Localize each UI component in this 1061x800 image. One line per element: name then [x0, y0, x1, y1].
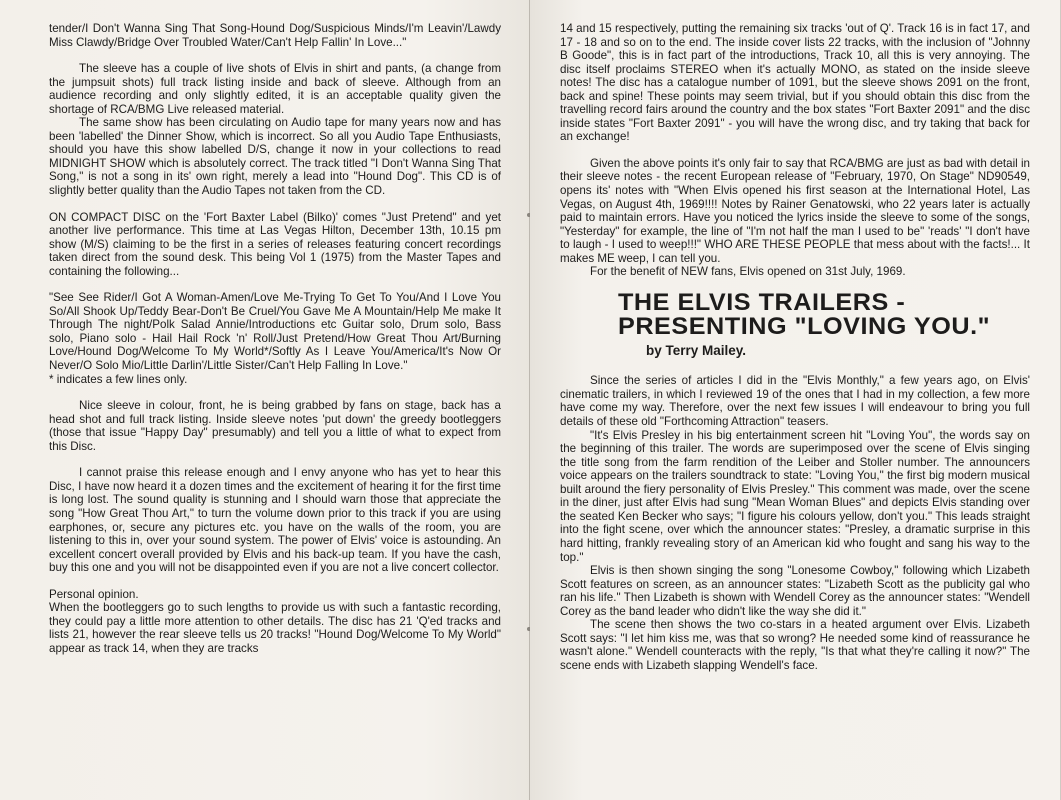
headline-line-2: PRESENTING "LOVING YOU." — [618, 312, 991, 340]
right-paragraph-3: For the benefit of NEW fans, Elvis opened on 31st July, 1969. — [590, 265, 906, 279]
left-paragraph-8: When the bootleggers go to such lengths to provide us with such a fantastic recording, they could pay a little more attention to other details. The disc has 21 'Q'ed tracks and lists 21, however the rear sleeve tells us 20 tracks! "Hound Dog/Welcome To My World" appear as track 14, when they are tracks — [49, 601, 501, 655]
left-paragraph-4: ON COMPACT DISC on the 'Fort Baxter Label (Bilko)' comes "Just Pretend" and yet another live performance. This time at Las Vegas Hilton, December 13th, 10.15 pm show (M/S) claiming to be the first in a series of releases featuring concert recordings taken direct from the sound desk. This being Vol 1 (1975) from the Master Tapes and containing the following... — [49, 210, 501, 278]
left-paragraph-3: The same show has been circulating on Audio tape for many years now and has been 'labelled' the Dinner Show, which is incorrect. So all you Audio Tape Enthusiasts, should you have this show labelled D/S, change it now in your collections to read MIDNIGHT SHOW which is absolutely correct. The track titled "I Don't Wanna Sing That Song," is not a song in its' own right, merely a lead into "Hound Dog". This CD is of slightly better quality than the Audio Tapes not taken from the CD. — [49, 116, 501, 198]
right-paragraph-7: The scene then shows the two co-stars in a heated argument over Elvis. Lizabeth Scott says: "I let him kiss me, was that so wrong? He needed some kind of reassurance he wasn't alone." Wendell counteracts with the reply, "Is that what they're calling it now?" The scene ends with Lizabeth slapping Wendell's face. — [560, 618, 1030, 672]
headline-line-1: THE ELVIS TRAILERS - — [618, 288, 906, 316]
right-paragraph-5: "It's Elvis Presley in his big entertainment screen hit "Loving You", the words say on the beginning of this trailer. The words are superimposed over the scene of Elvis singing the title song from the farm rendition of the Leiber and Stoller number. The announcers voice appears on the trailers soundtrack to state: "Loving You," the first big modern musical built around the fiery personality of Elvis Presley." This comment was made, over the scene in the diner, just after Elvis had sung "Mean Woman Blues" and depicts Elvis standing over the seated Ken Becker who says; "I figure his colours yellow, don't you." This leads straight into the fight scene, over which the announcer states: "Presley, a dramatic surprise in this hard hitting, frankly revealing story of an American kid who fought and sang his way to the top." — [560, 428, 1030, 564]
personal-opinion-heading: Personal opinion. — [49, 587, 139, 601]
article-byline: by Terry Mailey. — [646, 342, 747, 358]
left-paragraph-7: I cannot praise this release enough and I envy anyone who has yet to hear this Disc, I have now heard it a dozen times and the excitement of hearing it for the first time is long lost. The sound quality is stunning and I should warn those that appreciate the song "How Great Thou Art," to turn the volume down prior to this track if you are using earphones, or, secure any pictures etc. you have on the walls of the room, you are listening to this in, over your sound system. The power of Elvis' voice is astounding. An excellent concert overall provided by Elvis and his back-up team. If you have the cash, buy this one and you will not be disappointed even if you are not a live concert collector. — [49, 466, 501, 575]
left-page — [0, 0, 530, 800]
right-page — [530, 0, 1060, 800]
left-paragraph-2: The sleeve has a couple of live shots of Elvis in shirt and pants, (a change from the jumpsuit shots) full track listing inside and back of sleeve. Although from an audience recording and only slightly edited, it is an acceptable quality given the shortage of RCA/BMG Live released material. — [49, 62, 501, 116]
right-paragraph-6: Elvis is then shown singing the song "Lonesome Cowboy," following which Lizabeth Scott features on screen, as an announcer states: "Lizabeth Scott as the publicity gal who ran his life." Then Lizabeth is shown with Wendell Corey as the announcer states: "Wendell Corey as the band leader who didn't like the way she did it." — [560, 564, 1030, 618]
right-paragraph-4: Since the series of articles I did in the "Elvis Monthly," a few years ago, on Elvis' cinematic trailers, in which I reviewed 19 of the ones that I had in my collection, a few more have come my way. Therefore, over the next few issues I will endeavour to bring you full details of these old "Forthcoming Attraction" teasers. — [560, 374, 1030, 429]
left-paragraph-6: Nice sleeve in colour, front, he is being grabbed by fans on stage, back has a head shot and full track listing. Inside sleeve notes 'put down' the greedy bootleggers (those that issue "Happy Day" presumably) and tell you a little of what to expect from this Disc. — [49, 399, 501, 453]
left-column — [49, 22, 501, 655]
right-paragraph-2: Given the above points it's only fair to say that RCA/BMG are just as bad with detail in their sleeve notes - the recent European release of "February, 1970, On Stage" ND90549, opens its' notes with "When Elvis opened his first season at the International Hotel, Las Vegas, on August 4th, 1969!!!! Notes by Rainer Genatowski, who 22 years later is actually paid to maintain errors. Have you noticed the lyrics inside the sleeve to some of the songs, "Yesterday" for example, the line of "I'm not half the man I used to be" 'reads' "I don't have to laugh - I used to weep!!!" WHO ARE THESE PEOPLE that mess about with the facts!... It makes ME weep, I can tell you. — [560, 156, 1030, 265]
left-footnote: * indicates a few lines only. — [49, 372, 188, 386]
right-paragraph-1: 14 and 15 respectively, putting the remaining six tracks 'out of Q'. Track 16 is in fact 17, and 17 - 18 and so on to the end. The inside cover lists 22 tracks, with the inclusion of "Johnny B Goode", this is in fact part of the introductions, Track 10, all this is very annoying. The disc itself proclaims STEREO when it's actually MONO, as stated on the inside sleeve notes! The disc has a catalogue number of 1091, but the sleeve shows 2091 on the front, back and spine! These points may seem trivial, but if you should obtain this disc from the travelling record fairs around the country and the box states "Fort Baxter 2091" and the disc inside states "Fort Baxter 2091" - you will have the wrong disc, and try taking that back for an exchange! — [560, 22, 1030, 144]
left-paragraph-1: tender/I Don't Wanna Sing That Song-Hound Dog/Suspicious Minds/I'm Leavin'/Lawdy Miss Clawdy/Bridge Over Troubled Water/Can't Help Fallin' In Love..." — [49, 22, 501, 49]
article-headline — [618, 288, 1051, 340]
left-paragraph-5: "See See Rider/I Got A Woman-Amen/Love Me-Trying To Get To You/And I Love You So/All Shook Up/Teddy Bear-Don't Be Cruel/You Gave Me A Mountain/Help Me make It Through The night/Polk Salad Annie/Introductions etc Guitar solo, Drum solo, Bass solo, Piano solo - Hail Hail Rock 'n' Roll/Just Pretend/How Great Thou Art/Burning Love/Hound Dog/Welcome To My World*/Softly As I Leave You/America/It's Now Or Never/O Solo Mio/Little Darlin'/Little Sister/Can't Help Falling In Love." — [49, 291, 501, 373]
right-column — [560, 22, 1030, 672]
